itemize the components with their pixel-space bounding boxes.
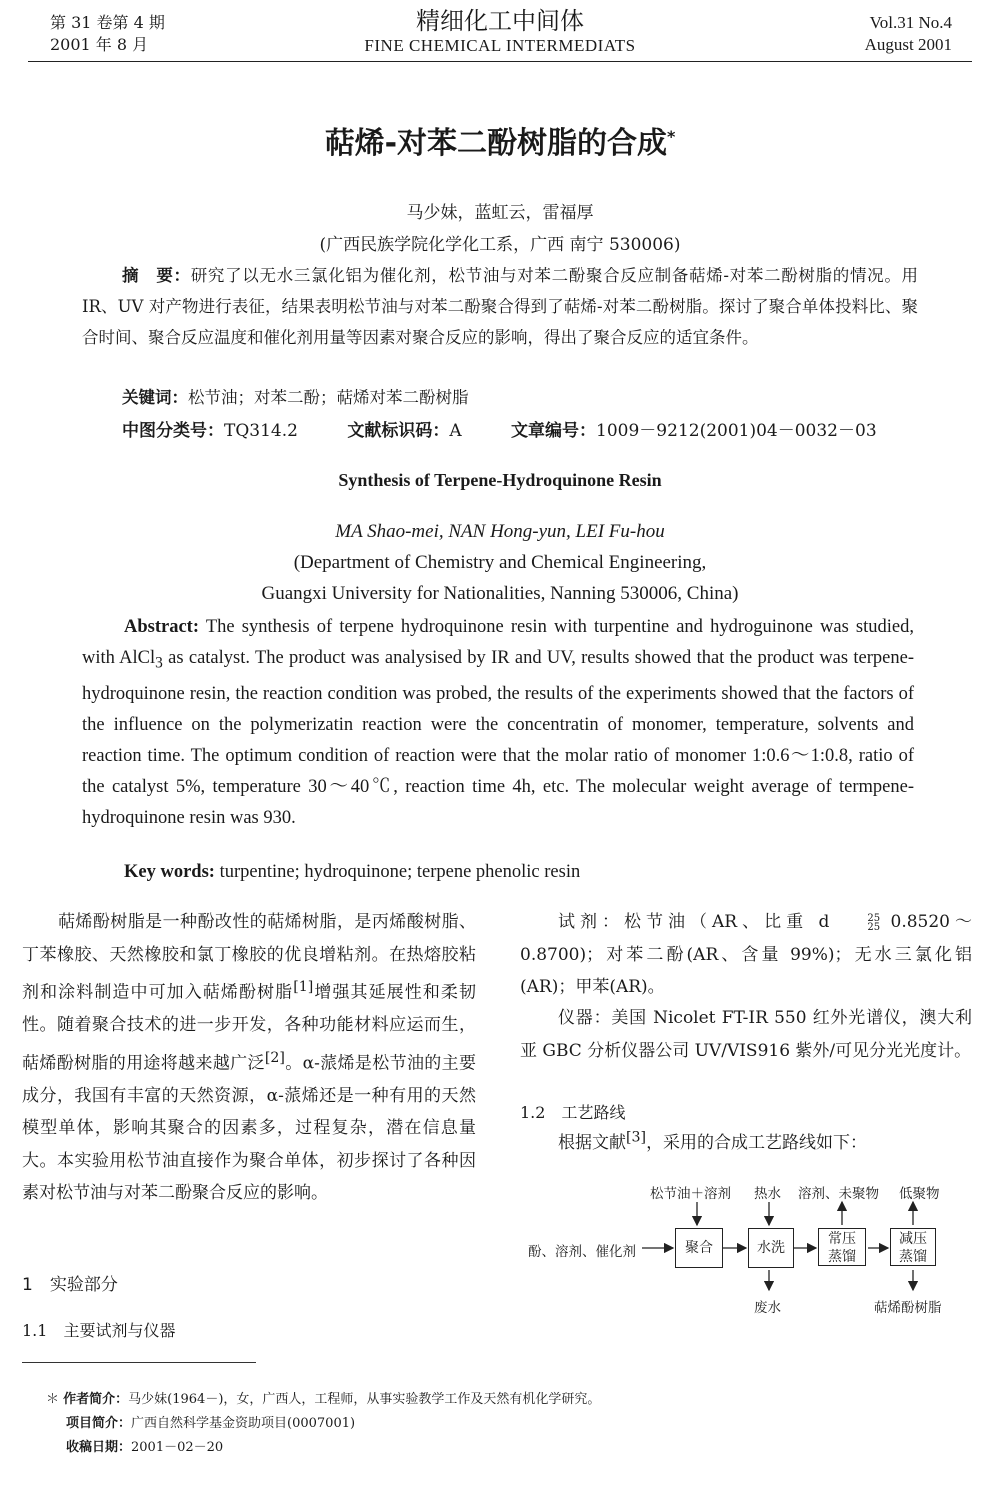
authors-cn: 马少妹，蓝虹云，雷福厚 — [406, 203, 594, 223]
flow-top-label-4: 低聚物 — [899, 1186, 940, 1202]
section-heading-1: 1 实验部分 — [22, 1275, 118, 1295]
process-flowchart — [520, 1170, 980, 1320]
flow-box-3-line-2: 蒸馏 — [828, 1249, 856, 1265]
route-intro-text-1: 根据文献 — [558, 1133, 626, 1153]
title-footnote-mark: * — [667, 127, 676, 146]
bio-text: 马少妹(1964－)，女，广西人，工程师，从事实验教学工作及天然有机化学研究。 — [128, 1392, 601, 1407]
clc-code — [122, 421, 320, 441]
intro-text-3: 。α-蒎烯是松节油的主要成分，我国有丰富的天然资源，α-蒎烯还是一种有用的天然模型单体，影响其聚合的因素多，过程复杂，潜在信息量大。本实验用松节油直接作为聚合单体，初步探讨了各种因素对松节油与对苯二酚聚合反应的影响。 — [22, 1053, 476, 1204]
abstract-en — [82, 612, 914, 834]
keywords-cn-text: 松节油；对苯二酚；萜烯对苯二酚树脂 — [188, 388, 469, 407]
intro-text-1: 萜烯酚树脂是一种酚改性的萜烯树脂，是丙烯酸树脂、丁苯橡胶、天然橡胶和氯丁橡胶的优良增粘剂。在热熔胶粘剂和涂料制造中可加入萜烯酚树脂 — [22, 912, 476, 1003]
flow-box-washing: 水洗 — [748, 1228, 794, 1268]
reagents-text-2: 0.8520～0.8700)；对苯二酚(AR、含量 99%)；无水三氯化铝(AR)；甲苯(AR)。 — [520, 912, 972, 997]
title-text: 萜烯-对苯二酚树脂的合成 — [324, 126, 668, 161]
header-journal — [0, 6, 1000, 56]
article-value: 1009－9212(2001)04－0032－03 — [596, 421, 877, 441]
footnote-funding — [66, 1412, 355, 1431]
abstract-cn — [82, 260, 918, 353]
header-date-cn: 2001 年 8 月 — [50, 35, 149, 54]
journal-name-cn: 精细化工中间体 — [416, 7, 584, 35]
bio-label: 作者简介： — [63, 1392, 129, 1407]
article-label: 文章编号： — [511, 421, 597, 441]
header-rule — [28, 61, 972, 62]
fund-label: 项目简介： — [66, 1416, 132, 1431]
affiliation-en-line-1: (Department of Chemistry and Chemical Engineering, — [293, 552, 707, 573]
flow-box-vacuum-distillation — [890, 1228, 936, 1266]
flow-bottom-label-2: 萜烯酚树脂 — [874, 1300, 942, 1316]
paper-title-en: Synthesis of Terpene-Hydroquinone Resin — [338, 470, 662, 490]
article-number — [511, 421, 899, 441]
doc-value: A — [449, 421, 462, 441]
instruments-paragraph: 仪器：美国 Nicolet FT-IR 550 红外光谱仪，澳大利亚 GBC 分析仪器公司 UV/VIS916 紫外/可见分光光度计。 — [520, 1008, 972, 1061]
keywords-cn — [122, 384, 469, 408]
flow-box-atm-distillation — [818, 1228, 866, 1266]
intro-paragraph — [22, 906, 476, 1210]
intro-text-2: 增强其延展性和柔韧性。随着聚合技术的进一步开发，各种功能材料应运而生，萜烯酚树脂的用途将越来越广泛 — [22, 982, 477, 1074]
route-intro — [558, 1128, 867, 1153]
flow-top-label-3: 溶剂、未聚物 — [798, 1186, 879, 1202]
abstract-cn-text: 研究了以无水三氯化铝为催化剂，松节油与对苯二酚聚合反应制备萜烯-对苯二酚树脂的情况。用 IR、UV 对产物进行表征，结果表明松节油与对苯二酚聚合得到了萜烯-对苯二酚树脂。探讨了聚合单体投料比、聚合时间、聚合反应温度和催化剂用量等因素对聚合反应的影响，得出了聚合反应的适宜条件。 — [82, 266, 918, 347]
classification-line — [122, 416, 921, 441]
reagents-text-1: 试剂：松节油（AR、比重 d — [558, 912, 830, 932]
citation-3: [3] — [626, 1129, 647, 1146]
header-volume-number: Vol.31 No.4 — [869, 13, 952, 32]
abstract-cn-label: 摘 要： — [122, 266, 191, 285]
clc-label: 中图分类号： — [122, 421, 224, 441]
clc-value: TQ314.2 — [224, 421, 298, 441]
abstract-en-label: Abstract: — [124, 617, 200, 637]
flow-bottom-label-1: 废水 — [754, 1300, 781, 1316]
section-heading-1-2: 1.2 工艺路线 — [520, 1103, 626, 1122]
flow-top-label-2: 热水 — [754, 1186, 781, 1202]
flow-box-4-line-1: 减压 — [899, 1231, 927, 1247]
footnote-mark: ＊ — [46, 1392, 60, 1407]
doc-label: 文献标识码： — [347, 421, 450, 441]
footnote-author-bio — [46, 1388, 600, 1407]
paper-title-cn — [0, 118, 1000, 162]
flow-top-label-1: 松节油＋溶剂 — [650, 1186, 731, 1202]
keywords-cn-label: 关键词： — [122, 388, 188, 407]
keywords-en — [124, 862, 580, 883]
section-heading-1-1: 1.1 主要试剂与仪器 — [22, 1321, 176, 1340]
header-date-en: August 2001 — [864, 35, 952, 54]
abstract-en-subscript: 3 — [155, 654, 163, 672]
date-text: 2001－02－20 — [131, 1440, 224, 1455]
header-volume-cn: 第 31 卷第 4 期 — [50, 13, 165, 32]
density-superscript: 25 — [867, 912, 881, 924]
density-index — [829, 914, 880, 932]
keywords-en-text: turpentine; hydroquinone; terpene phenolic resin — [219, 862, 581, 882]
footnote-received-date — [66, 1436, 223, 1455]
citation-2: [2] — [264, 1049, 285, 1066]
abstract-en-text-1: The synthesis of terpene hydroquinone resin with turpentine and hydroguinone was studied, with AlCl — [82, 617, 914, 668]
header-volume-en — [865, 12, 952, 56]
route-intro-text-2: ，采用的合成工艺路线如下： — [646, 1133, 868, 1153]
journal-name-en: FINE CHEMICAL INTERMEDIATS — [364, 36, 636, 55]
footnote-rule — [22, 1362, 256, 1363]
doc-code — [347, 421, 483, 441]
date-label: 收稿日期： — [66, 1440, 132, 1455]
citation-1: [1] — [293, 979, 314, 995]
fund-text: 广西自然科学基金资助项目(0007001) — [131, 1416, 356, 1431]
flow-box-3-line-1: 常压 — [828, 1231, 856, 1247]
density-subscript: 25 — [867, 921, 881, 933]
affiliation-cn: (广西民族学院化学化工系，广西 南宁 530006) — [319, 235, 681, 255]
affiliation-en-line-2: Guangxi University for Nationalities, Nanning 530006, China) — [261, 583, 739, 604]
authors-en: MA Shao-mei, NAN Hong-yun, LEI Fu-hou — [335, 521, 665, 542]
keywords-en-label: Key words: — [124, 862, 215, 882]
flow-box-polymerization: 聚合 — [675, 1228, 723, 1268]
reagents-paragraph — [520, 906, 972, 1004]
flow-input-left: 酚、溶剂、催化剂 — [528, 1244, 636, 1260]
abstract-en-text-2: as catalyst. The product was analysised by IR and UV, results showed that the product was terpene-hydroquinone resin, the reaction condition was probed, the results of the experiments showed that the factors of the influence on the polymerizatin reaction were the concentratin of monomer, temperature, solvents and reaction time. The optimum condition of reaction were that the molar ratio of monomer 1:0.6～1:0.8, ratio of the catalyst 5%, temperature 30～40℃, reaction time 4h, etc. The molecular weight average of termpene-hydroquinone resin was 930. — [82, 648, 914, 828]
flow-box-4-line-2: 蒸馏 — [899, 1249, 927, 1265]
